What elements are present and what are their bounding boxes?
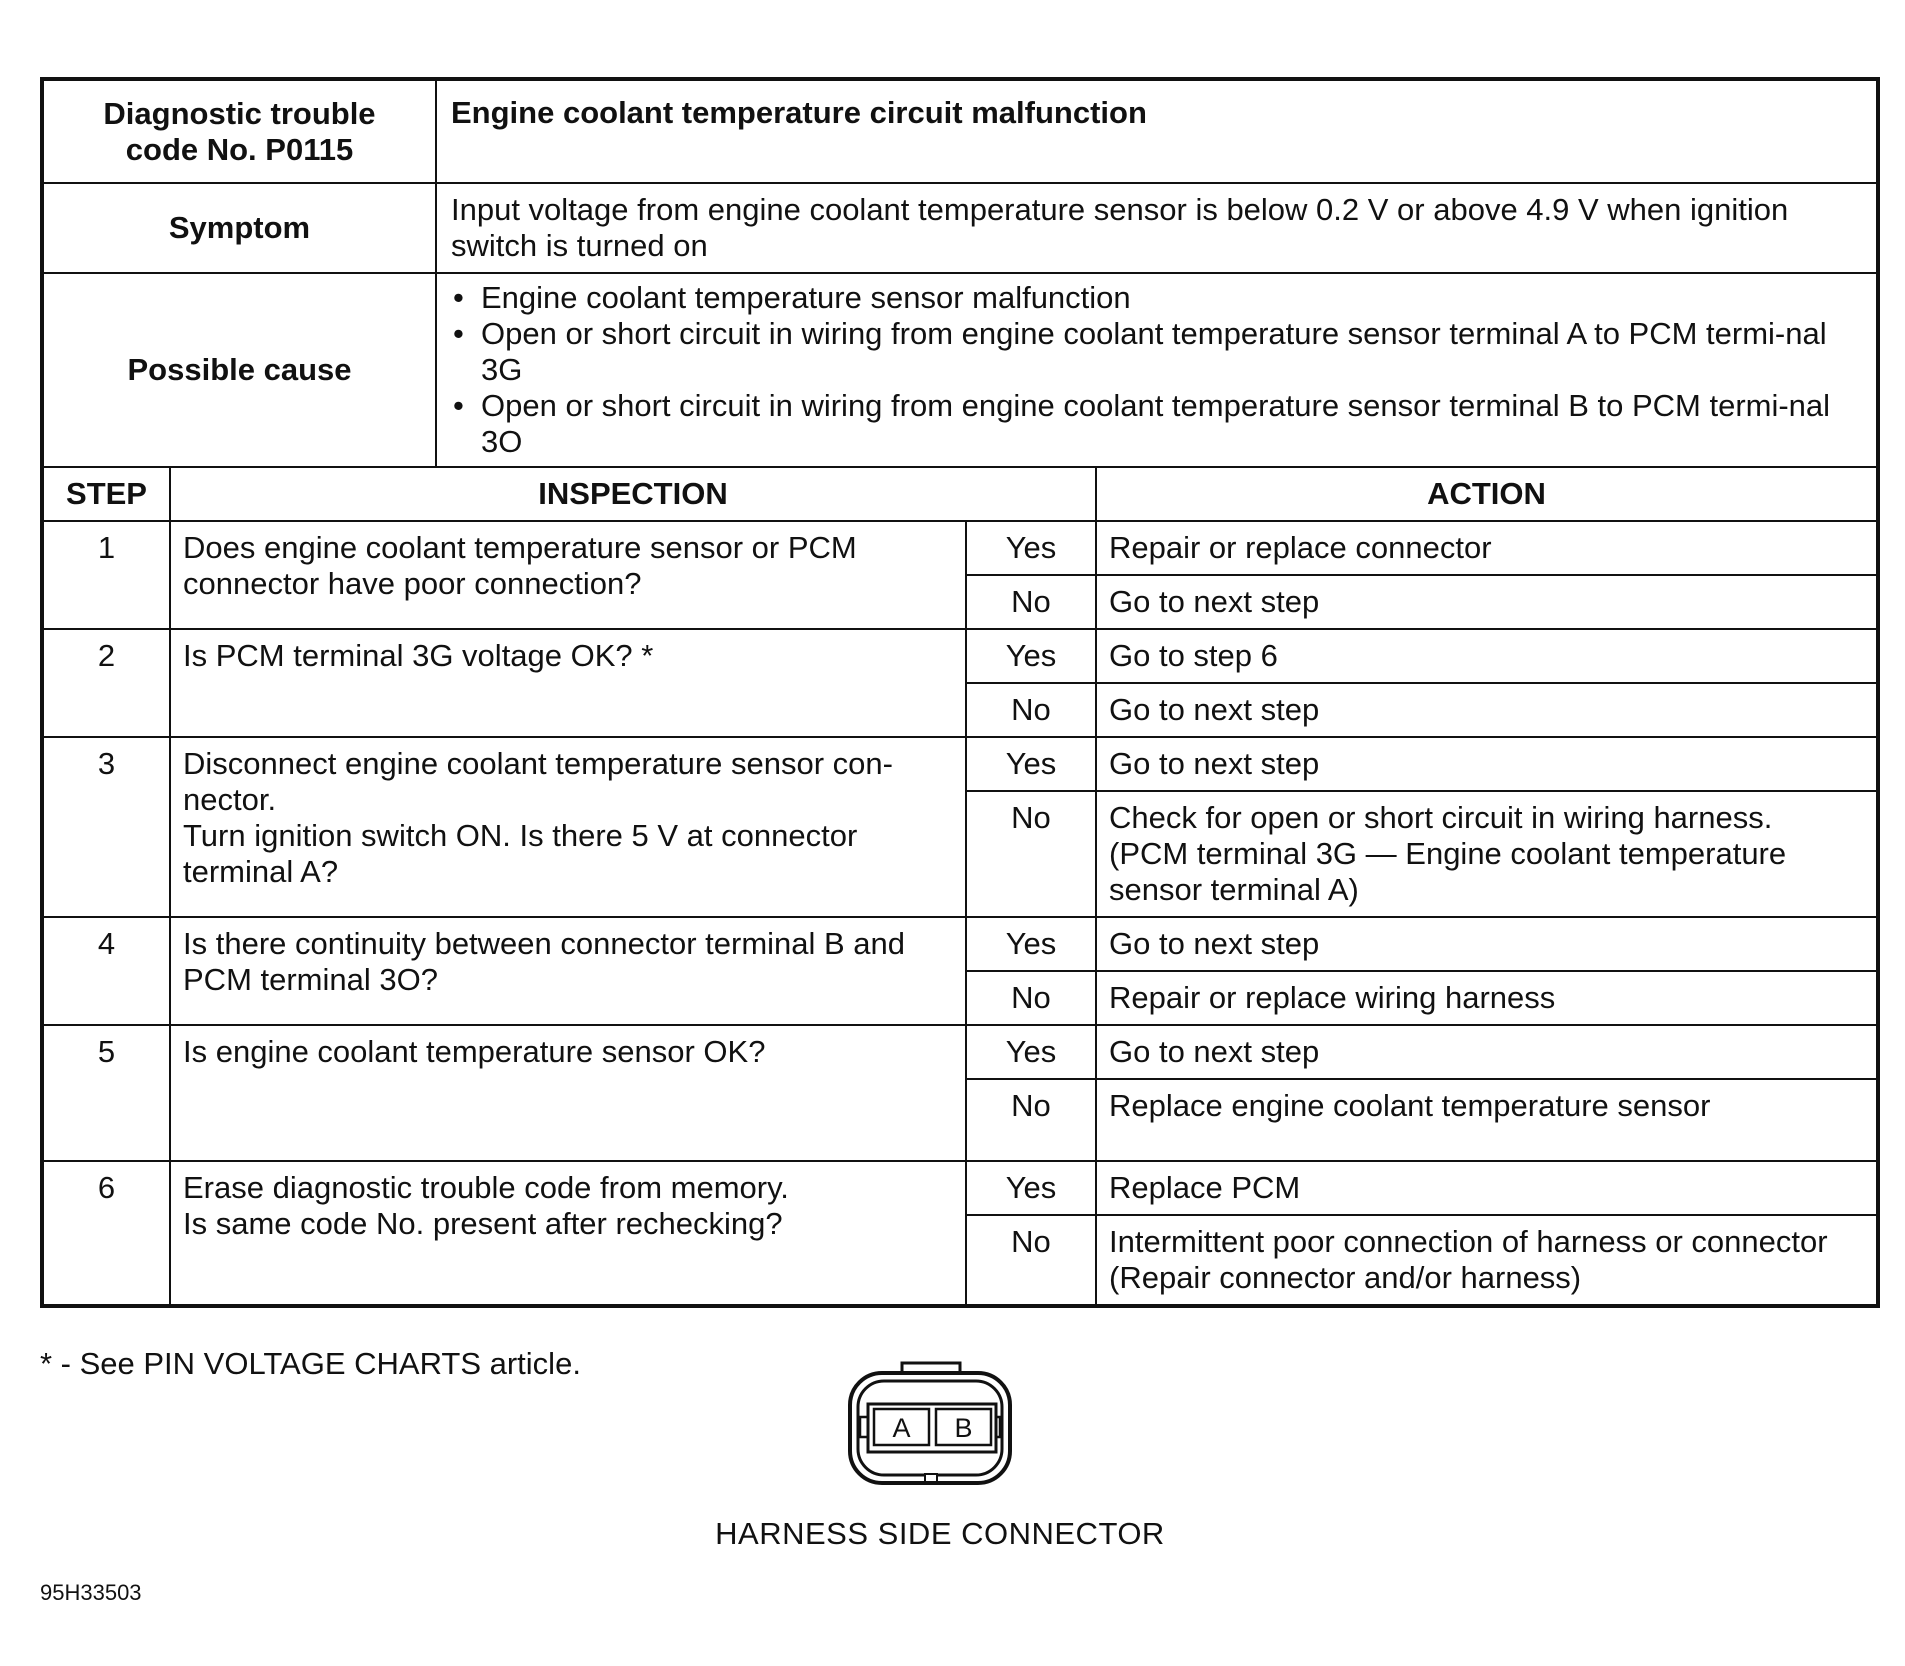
action-line: Intermittent poor connection of harness or connector [1109,1224,1828,1259]
step-number: 5 [42,1025,170,1161]
step-row-2-yes [42,629,1878,683]
inspection-text [170,1161,966,1306]
no-action [1096,791,1878,917]
yes-action: Go to next step [1096,1025,1878,1079]
no-action: Replace engine coolant temperature sensor [1096,1079,1878,1161]
step-number: 3 [42,737,170,917]
footnote: * - See PIN VOLTAGE CHARTS article. [40,1346,581,1381]
yes-action: Go to step 6 [1096,629,1878,683]
inspection-line: Erase diagnostic trouble code from memory. [183,1170,789,1205]
inspection-line: Turn ignition switch ON. Is there 5 V at connector terminal A? [183,818,858,889]
terminal-b-label: B [954,1413,973,1443]
symptom-text: Input voltage from engine coolant temperature sensor is below 0.2 V or above 4.9 V when ignition switch is turned on [436,183,1878,273]
action-line: Check for open or short circuit in wiring harness. [1109,800,1773,835]
yes-label: Yes [966,521,1096,575]
step-number: 4 [42,917,170,1025]
possible-cause-cell [436,273,1878,467]
cause-item: • Engine coolant temperature sensor malfunction [451,280,1862,316]
connector-caption: HARNESS SIDE CONNECTOR [715,1516,1165,1551]
symptom-row [42,183,1878,273]
column-header-row [42,467,1878,521]
inspection-line: Disconnect engine coolant temperature sensor con-nector. [183,746,893,817]
harness-connector-diagram [845,1358,1020,1493]
inspection-text: Does engine coolant temperature sensor or PCM connector have poor connection? [170,521,966,629]
yes-label: Yes [966,1161,1096,1215]
inspection-column-header: INSPECTION [170,467,1096,521]
figure-id: 95H33503 [40,1580,142,1605]
dtc-label: Diagnostic trouble code No. P0115 [42,79,436,183]
step-column-header: STEP [42,467,170,521]
yes-label: Yes [966,1025,1096,1079]
no-action: Go to next step [1096,683,1878,737]
inspection-text [170,737,966,917]
possible-cause-list [437,274,1876,466]
cause-item: • Open or short circuit in wiring from engine coolant temperature sensor terminal B to PCM termi-nal 3O [451,388,1862,460]
possible-cause-label: Possible cause [42,273,436,467]
diagnostic-table [40,77,1880,1308]
step-number: 2 [42,629,170,737]
symptom-label: Symptom [42,183,436,273]
inspection-text: Is engine coolant temperature sensor OK? [170,1025,966,1161]
inspection-text: Is there continuity between connector terminal B and PCM terminal 3O? [170,917,966,1025]
step-number: 1 [42,521,170,629]
step-row-1-yes [42,521,1878,575]
step-row-4-yes [42,917,1878,971]
yes-label: Yes [966,629,1096,683]
terminal-a-label: A [892,1413,911,1443]
step-row-3-yes [42,737,1878,791]
no-action [1096,1215,1878,1306]
no-action: Go to next step [1096,575,1878,629]
dtc-title: Engine coolant temperature circuit malfunction [436,79,1878,183]
yes-action: Go to next step [1096,737,1878,791]
no-label: No [966,1215,1096,1306]
inspection-text: Is PCM terminal 3G voltage OK? * [170,629,966,737]
no-label: No [966,791,1096,917]
yes-action: Go to next step [1096,917,1878,971]
step-row-5-yes [42,1025,1878,1079]
no-label: No [966,575,1096,629]
step-number: 6 [42,1161,170,1306]
step-row-6-yes [42,1161,1878,1215]
action-line: (Repair connector and/or harness) [1109,1260,1582,1295]
connector-icon [845,1358,1020,1493]
action-line: (PCM terminal 3G — Engine coolant temperature sensor terminal A) [1109,836,1787,907]
diagnostic-document [40,77,1876,1308]
no-action: Repair or replace wiring harness [1096,971,1878,1025]
no-label: No [966,1079,1096,1161]
no-label: No [966,683,1096,737]
yes-label: Yes [966,737,1096,791]
dtc-row [42,79,1878,183]
cause-item: • Open or short circuit in wiring from engine coolant temperature sensor terminal A to PCM termi-nal 3G [451,316,1862,388]
action-column-header: ACTION [1096,467,1878,521]
yes-action: Replace PCM [1096,1161,1878,1215]
inspection-line: Is same code No. present after rechecking? [183,1206,783,1241]
no-label: No [966,971,1096,1025]
yes-action: Repair or replace connector [1096,521,1878,575]
possible-cause-row [42,273,1878,467]
yes-label: Yes [966,917,1096,971]
